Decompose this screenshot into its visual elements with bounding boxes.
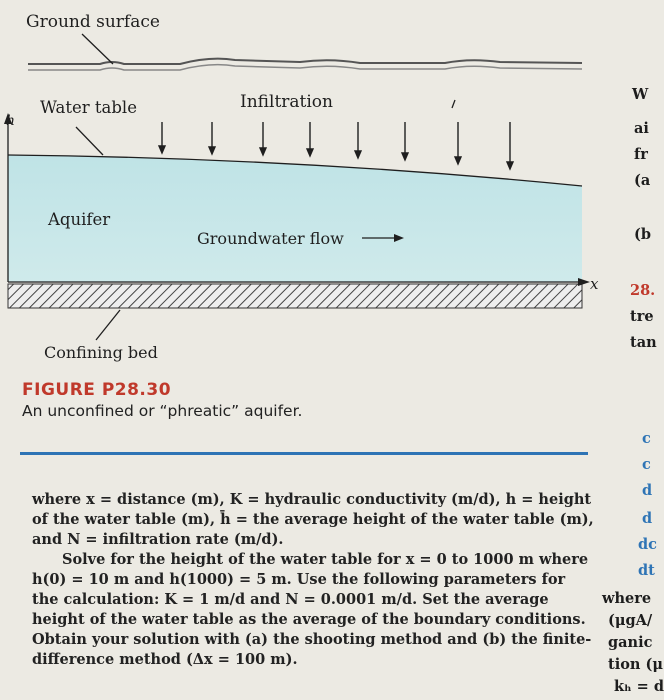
rc-item: tre bbox=[630, 308, 654, 325]
ground-surface-label: Ground surface bbox=[26, 12, 160, 32]
aquifer-figure bbox=[0, 0, 600, 375]
rc-item: d bbox=[642, 510, 653, 527]
rc-item: ganic bbox=[608, 634, 653, 651]
mark-tick bbox=[452, 100, 455, 108]
rc-item: d bbox=[642, 482, 653, 499]
right-column-cutoff bbox=[594, 0, 664, 700]
rc-item: kₕ = d bbox=[614, 678, 664, 695]
x-axis-label: x bbox=[590, 275, 599, 293]
groundwater-flow-label: Groundwater flow bbox=[197, 229, 344, 248]
rc-item: (μgA/ bbox=[608, 612, 653, 629]
rc-item: (a bbox=[634, 172, 651, 189]
section-rule bbox=[20, 452, 588, 455]
figure-caption-label: FIGURE P28.30 bbox=[22, 380, 172, 400]
rc-item: tan bbox=[630, 334, 657, 351]
rc-item: ai bbox=[634, 120, 649, 137]
problem-paragraph: Solve for the height of the water table for x = 0 to 1000 m where h(0) = 10 m and h(1000) = 5 m. Use the following parameters for the calculation: K = 1 m/d and N = 0.0001 m/d. Set the average height of the water table as the average of the boundary conditions. Obtain your solution with (a) the shooting method and (b) the finite-difference method (Δx = 100 m). bbox=[32, 551, 592, 668]
h-axis-label: h bbox=[6, 113, 16, 129]
rc-item: tion (μ bbox=[608, 656, 663, 673]
x-axis-arrow bbox=[578, 278, 590, 286]
rc-item: (b bbox=[634, 226, 651, 243]
rc-item: c bbox=[642, 430, 651, 447]
water-table-label: Water table bbox=[40, 98, 137, 117]
confining-bed-leader bbox=[96, 310, 120, 340]
water-table-leader bbox=[76, 127, 103, 155]
figure-caption-text: An unconfined or “phreatic” aquifer. bbox=[22, 402, 303, 420]
rc-item: dc bbox=[638, 536, 657, 553]
definitions-paragraph: where x = distance (m), K = hydraulic conductivity (m/d), h = height of the water table (m), h̄ = the average height of the water table (m), and N = infiltration rate (m/d). bbox=[32, 491, 594, 548]
infiltration-label: Infiltration bbox=[240, 92, 333, 112]
rc-item: c bbox=[642, 456, 651, 473]
rc-item: fr bbox=[634, 146, 648, 163]
rc-item: W bbox=[632, 86, 649, 103]
rc-item: where bbox=[602, 590, 652, 607]
problem-text bbox=[32, 490, 594, 670]
rc-item: dt bbox=[638, 562, 655, 579]
rc-item: 28. bbox=[630, 282, 656, 299]
confining-bed-label: Confining bed bbox=[44, 343, 158, 362]
ground-surface-leader bbox=[82, 34, 113, 64]
aquifer-label: Aquifer bbox=[48, 210, 111, 229]
